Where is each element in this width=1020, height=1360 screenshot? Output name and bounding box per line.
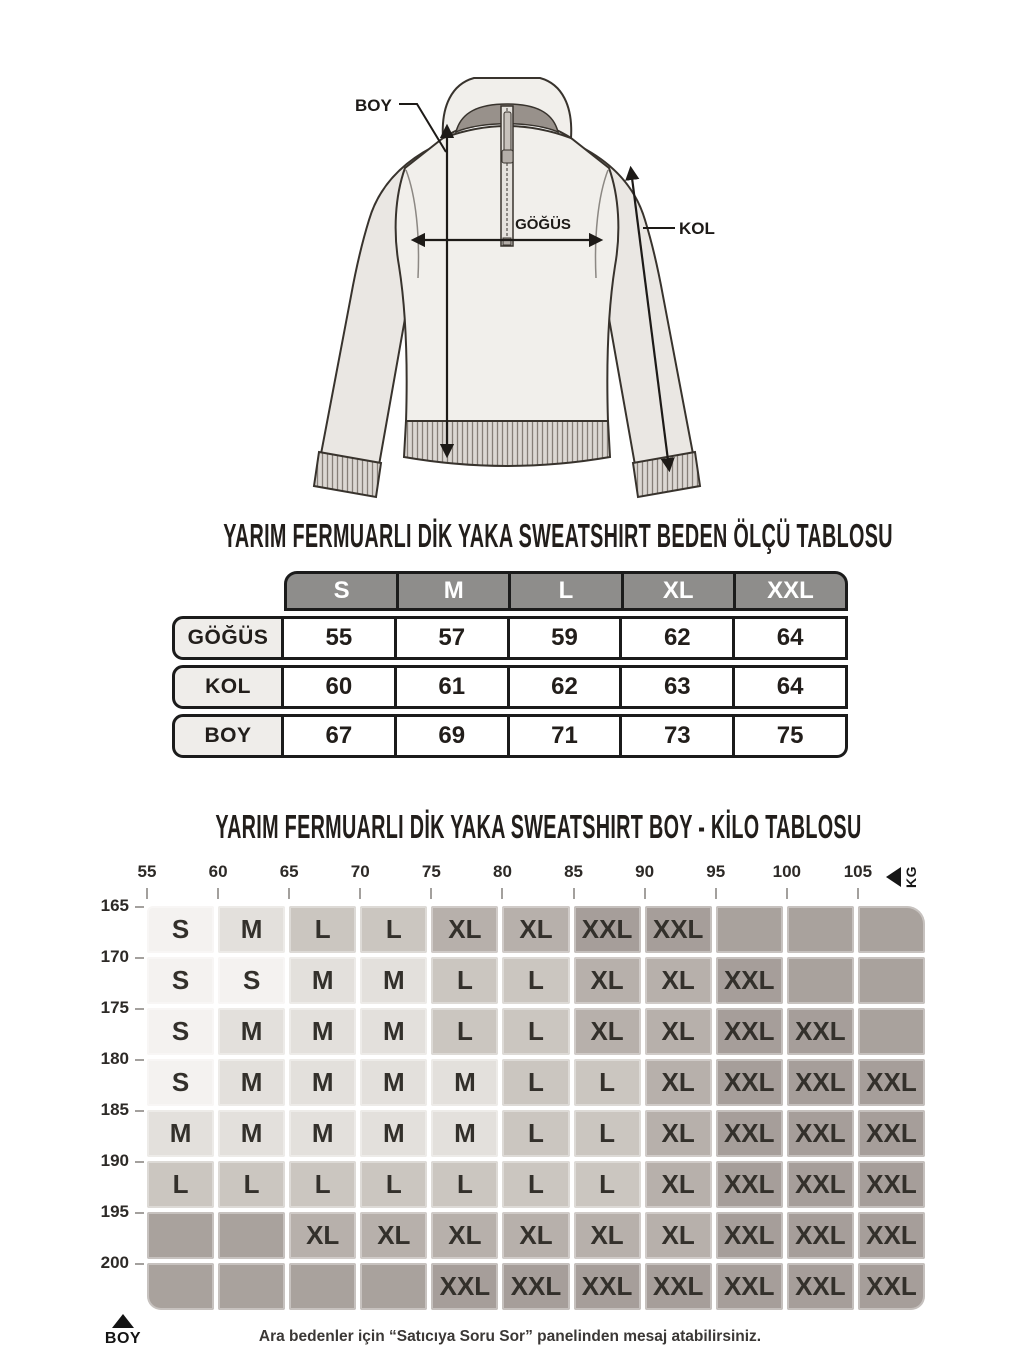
size-cell <box>787 957 854 1004</box>
boy-axis-label: 170 <box>100 947 129 966</box>
size-cell: L <box>502 1161 569 1208</box>
size-cell: XL <box>431 1212 498 1259</box>
row-cells <box>281 616 848 660</box>
kg-axis-label: 90 <box>635 862 655 881</box>
size-cell: L <box>574 1161 641 1208</box>
size-cell: L <box>574 1059 641 1106</box>
table-cell: 60 <box>325 673 353 700</box>
table-cell: 69 <box>394 717 507 755</box>
kg-axis-flag <box>886 864 921 890</box>
size-cell: XXL <box>787 1059 854 1106</box>
size-table-header <box>284 571 848 611</box>
size-cell: XXL <box>645 1263 712 1310</box>
size-cell: M <box>289 1008 356 1055</box>
kg-arrow-icon <box>886 867 901 887</box>
size-cell: L <box>502 1008 569 1055</box>
size-cell: L <box>218 1161 285 1208</box>
kg-axis-label: 85 <box>564 862 583 881</box>
size-matrix <box>147 906 925 1310</box>
size-cell: XXL <box>787 1161 854 1208</box>
boy-axis-label: 175 <box>100 998 129 1017</box>
size-cell <box>218 1212 285 1259</box>
size-cell: M <box>218 1008 285 1055</box>
size-cell: XL <box>574 1212 641 1259</box>
size-table-title <box>0 517 1020 555</box>
size-cell: S <box>147 1059 214 1106</box>
kg-axis-cell <box>279 862 356 906</box>
size-cell: XL <box>502 1212 569 1259</box>
size-cell <box>147 1263 214 1310</box>
table-cell: 55 <box>325 624 353 651</box>
size-cell: M <box>289 1110 356 1157</box>
table-cell: 73 <box>619 717 732 755</box>
gogus-measure-label: GÖĞÜS <box>515 216 571 233</box>
kg-axis-cell <box>635 862 712 906</box>
size-cell: L <box>502 957 569 1004</box>
size-cell: XXL <box>858 1161 925 1208</box>
kg-axis-tick <box>786 888 788 899</box>
size-cell: XL <box>645 1110 712 1157</box>
sweatshirt-drawing <box>275 24 745 504</box>
kg-axis-cell <box>137 862 214 906</box>
height-weight-title <box>0 808 1020 846</box>
zipper-pull-tab <box>502 150 513 163</box>
boy-axis-flag <box>97 1314 149 1348</box>
boy-arrow-icon <box>112 1314 134 1328</box>
size-cell: XXL <box>858 1263 925 1310</box>
size-cell: XXL <box>716 1212 783 1259</box>
size-cell: XXL <box>645 906 712 953</box>
size-column-header-m: M <box>396 574 508 608</box>
boy-axis-tick <box>135 1212 144 1214</box>
zipper-pull <box>504 112 511 154</box>
size-cell: XXL <box>858 1212 925 1259</box>
table-row-boy <box>172 714 848 758</box>
size-cell: L <box>502 1059 569 1106</box>
size-cell: S <box>147 906 214 953</box>
size-cell: L <box>147 1161 214 1208</box>
size-cell <box>360 1263 427 1310</box>
boy-axis-label: 190 <box>100 1151 129 1170</box>
size-cell: L <box>289 906 356 953</box>
boy-measure-label: BOY <box>355 96 392 115</box>
hem-ribbing <box>404 421 610 466</box>
table-cell: 64 <box>732 668 845 706</box>
size-cell: XL <box>645 1008 712 1055</box>
table-cell: 62 <box>507 668 620 706</box>
size-cell: M <box>289 1059 356 1106</box>
size-cell: M <box>218 1110 285 1157</box>
size-cell: L <box>360 906 427 953</box>
row-label-kol: KOL <box>172 665 284 709</box>
height-weight-title-text: YARIM FERMUARLI DİK YAKA SWEATSHIRT BOY - KİLO TABLOSU <box>215 808 862 845</box>
size-cell: XL <box>289 1212 356 1259</box>
boy-axis-label: 165 <box>100 896 129 915</box>
table-cell: 63 <box>619 668 732 706</box>
size-cell: XXL <box>787 1212 854 1259</box>
size-cell <box>716 906 783 953</box>
boy-axis-tick <box>135 1161 144 1163</box>
kg-axis-tick <box>430 888 432 899</box>
size-cell <box>858 906 925 953</box>
boy-axis-title: BOY <box>104 1330 142 1347</box>
size-cell: XL <box>574 957 641 1004</box>
boy-axis-label: 185 <box>100 1100 129 1119</box>
size-cell: XL <box>360 1212 427 1259</box>
kg-axis-label: 65 <box>279 862 299 881</box>
size-cell: XL <box>502 906 569 953</box>
boy-axis-tick <box>135 906 144 908</box>
size-cell: XL <box>574 1008 641 1055</box>
size-cell: M <box>360 1110 427 1157</box>
size-cell: M <box>360 957 427 1004</box>
boy-axis-tick <box>135 1008 144 1010</box>
size-cell: XXL <box>716 1161 783 1208</box>
row-label-boy: BOY <box>172 714 284 758</box>
size-cell: XXL <box>502 1263 569 1310</box>
boy-axis-tick <box>135 1059 144 1061</box>
size-cell: L <box>431 1008 498 1055</box>
size-cell: XXL <box>787 1263 854 1310</box>
boy-axis-tick <box>135 1110 144 1112</box>
kg-axis-cell <box>350 862 427 906</box>
kg-axis-cell <box>492 862 569 906</box>
kg-axis-tick <box>644 888 646 899</box>
size-cell: XXL <box>787 1008 854 1055</box>
size-cell: M <box>147 1110 214 1157</box>
size-cell: M <box>218 906 285 953</box>
size-table <box>172 571 848 758</box>
kg-axis-label: 105 <box>843 862 873 881</box>
row-cells <box>281 665 848 709</box>
size-cell: XL <box>645 957 712 1004</box>
size-cell: M <box>431 1110 498 1157</box>
kg-axis-tick <box>501 888 503 899</box>
kg-axis-tick <box>359 888 361 899</box>
kg-axis-tick <box>857 888 859 899</box>
kg-axis-cell <box>421 862 498 906</box>
table-cell: 62 <box>619 619 732 657</box>
size-cell: XL <box>431 906 498 953</box>
size-cell: XXL <box>574 1263 641 1310</box>
size-cell: M <box>431 1059 498 1106</box>
boy-axis-tick <box>135 1263 144 1265</box>
size-cell <box>858 1008 925 1055</box>
kg-axis-tick <box>715 888 717 899</box>
size-cell: XXL <box>431 1263 498 1310</box>
kg-axis-label: 95 <box>706 862 726 881</box>
size-cell: L <box>574 1110 641 1157</box>
kg-axis-tick <box>288 888 290 899</box>
kg-axis-cell <box>208 862 285 906</box>
table-cell: 71 <box>507 717 620 755</box>
size-cell: L <box>360 1161 427 1208</box>
size-cell: XXL <box>716 957 783 1004</box>
kg-axis-title: KG <box>903 866 919 888</box>
size-cell <box>147 1212 214 1259</box>
kg-axis-tick <box>217 888 219 899</box>
kg-axis-tick <box>146 888 148 899</box>
size-cell: XXL <box>716 1110 783 1157</box>
size-cell: L <box>431 957 498 1004</box>
kg-axis-label: 60 <box>208 862 228 881</box>
size-cell: S <box>218 957 285 1004</box>
size-cell: XXL <box>716 1263 783 1310</box>
kg-axis-label: 100 <box>772 862 801 881</box>
kg-axis-cell <box>564 862 641 906</box>
boy-axis-tick <box>135 957 144 959</box>
size-cell <box>289 1263 356 1310</box>
table-cell: 57 <box>394 619 507 657</box>
size-cell: M <box>218 1059 285 1106</box>
table-cell: 67 <box>325 722 353 749</box>
size-cell <box>858 957 925 1004</box>
boy-axis-label: 195 <box>100 1202 129 1221</box>
size-cell: M <box>289 957 356 1004</box>
row-cells <box>281 714 848 758</box>
row-label-gogus: GÖĞÜS <box>172 616 284 660</box>
size-cell: XL <box>645 1212 712 1259</box>
kg-axis-label: 55 <box>137 862 157 881</box>
size-cell: XXL <box>574 906 641 953</box>
size-cell: L <box>431 1161 498 1208</box>
table-cell: 75 <box>732 717 845 755</box>
table-cell: 59 <box>507 619 620 657</box>
garment-diagram <box>275 24 745 509</box>
size-column-header-xl: XL <box>621 574 733 608</box>
size-column-header-xxl: XXL <box>733 574 845 608</box>
size-cell: XXL <box>858 1110 925 1157</box>
kg-axis-label: 75 <box>421 862 441 881</box>
table-row-gogus <box>172 616 848 660</box>
size-cell <box>218 1263 285 1310</box>
size-cell: XXL <box>716 1059 783 1106</box>
footer-note: Ara bedenler için “Satıcıya Soru Sor” panelinden mesaj atabilirsiniz. <box>258 1328 762 1345</box>
size-column-header-l: L <box>508 574 620 608</box>
size-column-header-s: S <box>333 577 350 604</box>
kg-axis <box>137 862 925 906</box>
size-cell: M <box>360 1008 427 1055</box>
size-table-title-text: YARIM FERMUARLI DİK YAKA SWEATSHIRT BEDEN ÖLÇÜ TABLOSU <box>223 517 893 554</box>
table-cell: 64 <box>732 619 845 657</box>
kg-axis-label: 70 <box>350 862 370 881</box>
size-cell: XL <box>645 1059 712 1106</box>
size-cell: M <box>360 1059 427 1106</box>
size-cell: L <box>289 1161 356 1208</box>
size-cell: XXL <box>787 1110 854 1157</box>
size-cell: S <box>147 957 214 1004</box>
size-cell: XXL <box>858 1059 925 1106</box>
boy-axis-label: 200 <box>100 1253 129 1272</box>
kol-measure-label: KOL <box>679 219 715 238</box>
kg-axis-label: 80 <box>492 862 512 881</box>
size-cell <box>787 906 854 953</box>
table-cell: 61 <box>394 668 507 706</box>
boy-axis-label: 180 <box>100 1049 129 1068</box>
size-cell: S <box>147 1008 214 1055</box>
kg-axis-tick <box>573 888 575 899</box>
table-row-kol <box>172 665 848 709</box>
size-cell: XL <box>645 1161 712 1208</box>
size-cell: XXL <box>716 1008 783 1055</box>
size-cell: L <box>502 1110 569 1157</box>
